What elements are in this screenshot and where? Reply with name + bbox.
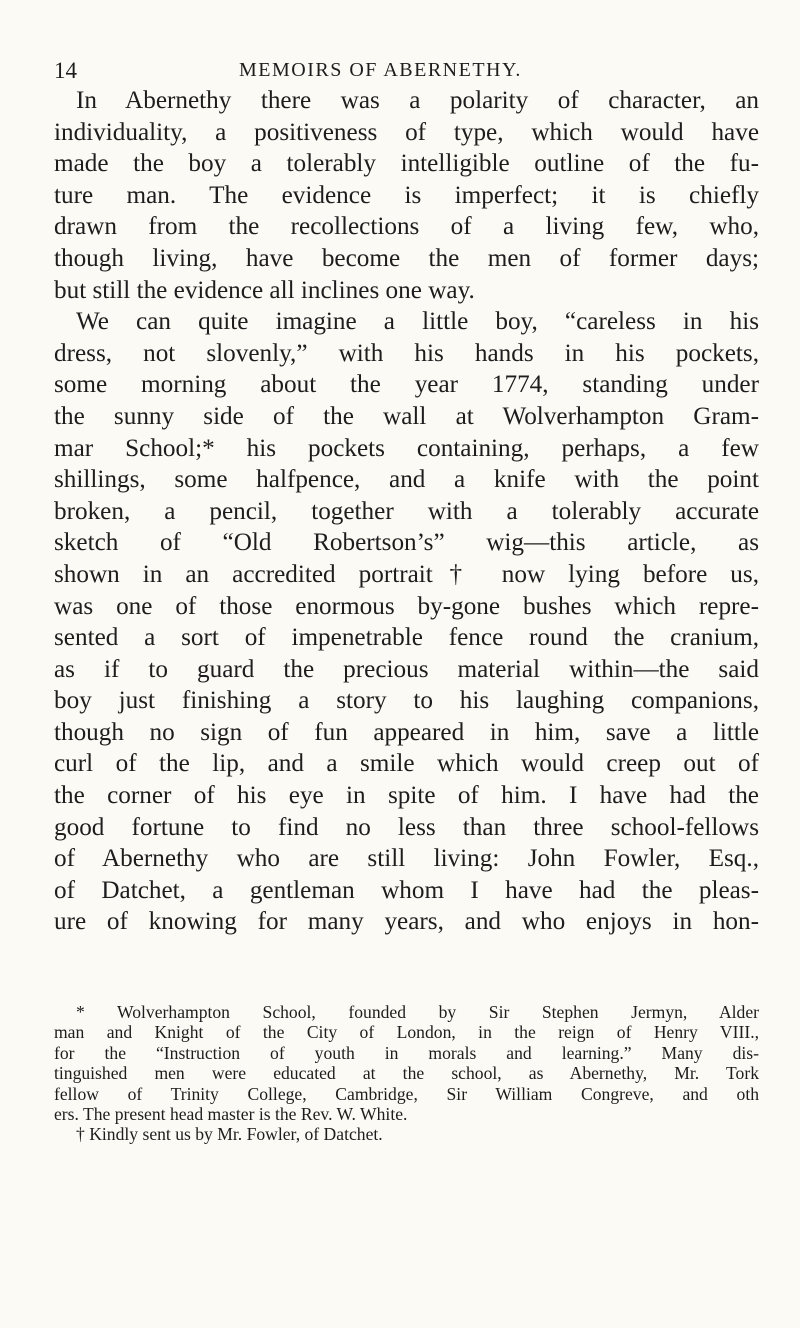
text-line: We can quite imagine a little boy, “careless in his — [76, 308, 759, 336]
page-number: 14 — [54, 58, 77, 83]
text-line: ure of knowing for many years, and who enjoys in hon- — [54, 908, 759, 936]
footnote-line: man and Knight of the City of London, in the reign of Henry VIII., — [54, 1022, 759, 1043]
text-line: broken, a pencil, together with a tolerably accurate — [54, 497, 759, 525]
footnotes — [54, 1002, 759, 1145]
text-line: sketch of “Old Robertson’s” wig—this article, as — [54, 529, 759, 557]
running-head: MEMOIRS OF ABERNETHY. — [239, 59, 522, 81]
text-line: of Datchet, a gentleman whom I have had the pleas- — [54, 876, 759, 904]
text-line: dress, not slovenly,” with his hands in his pockets, — [54, 339, 759, 367]
text-line: though living, have become the men of former days; — [54, 244, 759, 272]
text-line: as if to guard the precious material within—the said — [54, 655, 759, 683]
footnote-line: † Kindly sent us by Mr. Fowler, of Datchet. — [76, 1124, 383, 1145]
text-line: good fortune to find no less than three school-fellows — [54, 813, 759, 841]
footnote-line: fellow of Trinity College, Cambridge, Sir William Congreve, and oth — [54, 1083, 759, 1104]
text-line: curl of the lip, and a smile which would creep out of — [54, 750, 759, 778]
text-line: mar School;* his pockets containing, perhaps, a few — [54, 434, 759, 462]
footnote-line: tinguished men were educated at the school, as Abernethy, Mr. Tork — [54, 1063, 759, 1084]
text-line: drawn from the recollections of a living few, who, — [54, 213, 759, 241]
footnote-line: ers. The present head master is the Rev. W. White. — [54, 1104, 408, 1125]
text-line: was one of those enormous by-gone bushes which repre- — [54, 592, 759, 620]
footnote-line: for the “Instruction of youth in morals and learning.” Many dis- — [54, 1042, 759, 1063]
text-line: made the boy a tolerably intelligible outline of the fu- — [54, 150, 759, 178]
text-line: shillings, some halfpence, and a knife with the point — [54, 466, 759, 494]
text-line: some morning about the year 1774, standing under — [54, 371, 759, 399]
text-line: though no sign of fun appeared in him, save a little — [54, 718, 759, 746]
body-text — [54, 85, 759, 938]
text-line: the corner of his eye in spite of him. I have had the — [54, 782, 759, 810]
text-line: boy just finishing a story to his laughing companions, — [54, 687, 759, 715]
text-line: sented a sort of impenetrable fence round the cranium, — [54, 624, 759, 652]
text-line: of Abernethy who are still living: John Fowler, Esq., — [54, 845, 759, 873]
text-line: ture man. The evidence is imperfect; it is chiefly — [54, 181, 759, 209]
text-line: shown in an accredited portrait† now lying before us, — [54, 560, 759, 588]
text-line: but still the evidence all inclines one way. — [54, 276, 475, 304]
footnote-line: * Wolverhampton School, founded by Sir Stephen Jermyn, Alder — [76, 1002, 759, 1022]
page-header — [54, 58, 754, 88]
text-line: the sunny side of the wall at Wolverhampton Gram- — [54, 402, 759, 430]
text-line: In Abernethy there was a polarity of character, an — [76, 87, 759, 114]
text-line: individuality, a positiveness of type, which would have — [54, 118, 759, 146]
